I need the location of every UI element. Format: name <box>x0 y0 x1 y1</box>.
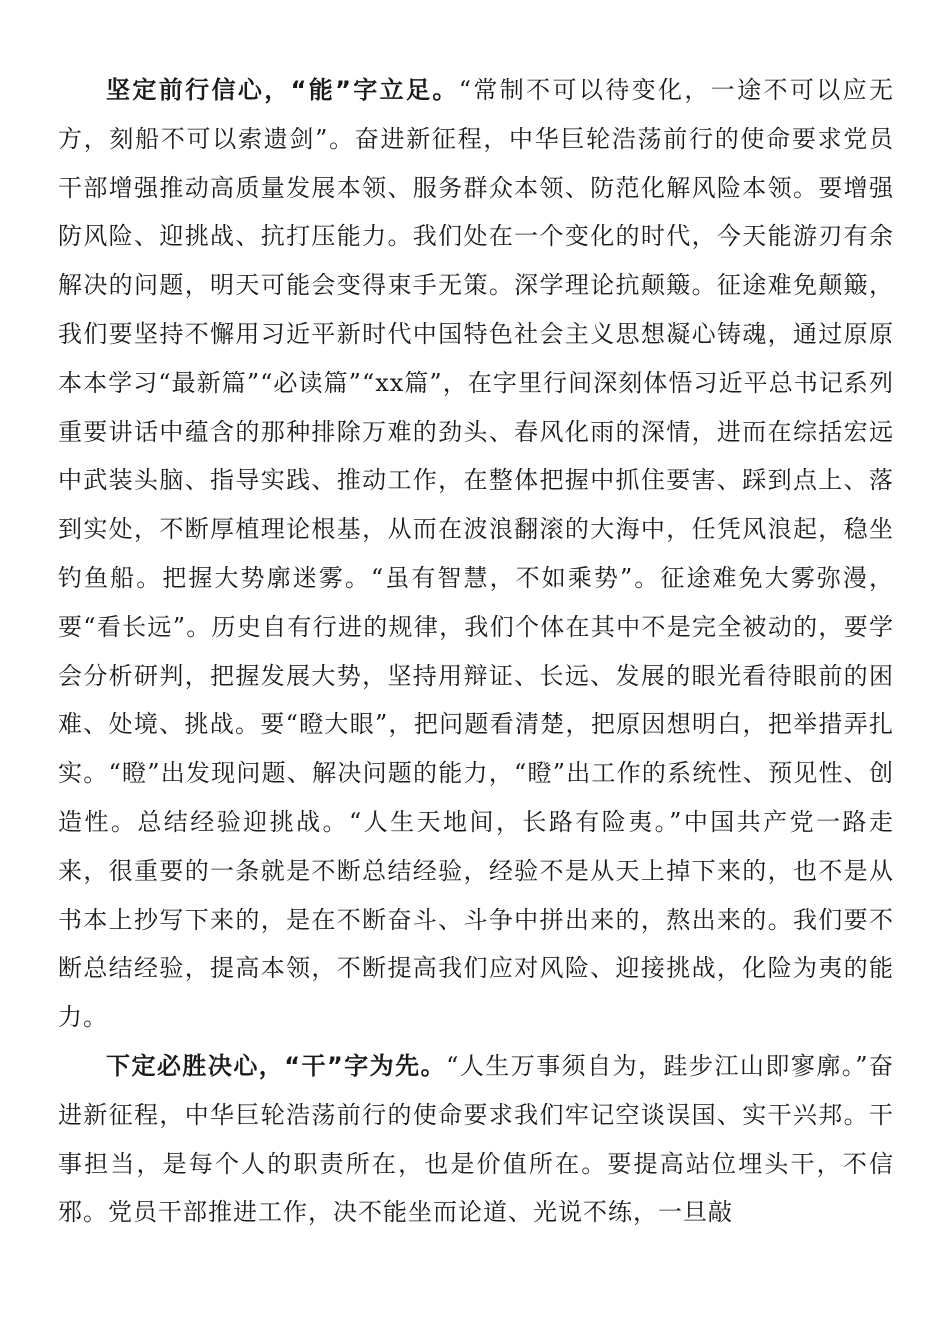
paragraph-body: “常制不可以待变化，一途不可以应无方，刻船不可以索遗剑”。奋进新征程，中华巨轮浩荡前行的使命要求党员干部增强推动高质量发展本领、服务群众本领、防范化解风险本领。要增强防风险、迎挑战、抗打压能力。我们处在一个变化的时代，今天能游刃有余解决的问题，明天可能会变得束手无策。深学理论抗颠簸。征途难免颠簸，我们要坚持不懈用习近平新时代中国特色社会主义思想凝心铸魂，通过原原本本学习“最新篇”“必读篇”“xx篇”，在字里行间深刻体悟习近平总书记系列重要讲话中蕴含的那种排除万难的劲头、春风化雨的深情，进而在综括宏远中武装头脑、指导实践、推动工作，在整体把握中抓住要害、踩到点上、落到实处，不断厚植理论根基，从而在波浪翻滚的大海中，任凭风浪起，稳坐钓鱼船。把握大势廓迷雾。“虽有智慧，不如乘势”。征途难免大雾弥漫，要“看长远”。历史自有行进的规律，我们个体在其中不是完全被动的，要学会分析研判，把握发展大势，坚持用辩证、长远、发展的眼光看待眼前的困难、处境、挑战。要“瞪大眼”，把问题看清楚，把原因想明白，把举措弄扎实。“瞪”出发现问题、解决问题的能力，“瞪”出工作的系统性、预见性、创造性。总结经验迎挑战。“人生天地间，长路有险夷。”中国共产党一路走来，很重要的一条就是不断总结经验，经验不是从天上掉下来的，也不是从书本上抄写下来的，是在不断奋斗、斗争中拼出来的，熬出来的。我们要不断总结经验，提高本领，不断提高我们应对风险、迎接挑战，化险为夷的能力。 <box>58 76 894 1032</box>
paragraph-heading: 坚定前行信心，“能”字立足。 <box>106 76 459 104</box>
document-page <box>58 66 894 1237</box>
paragraph-neng <box>58 66 894 1042</box>
paragraph-gan <box>58 1042 894 1237</box>
paragraph-body: “人生万事须自为，跬步江山即寥廓。”奋进新征程，中华巨轮浩荡前行的使命要求我们牢记空谈误国、实干兴邦。干事担当，是每个人的职责所在，也是价值所在。要提高站位埋头干，不信邪。党员干部推进工作，决不能坐而论道、光说不练，一旦敲 <box>58 1051 895 1227</box>
paragraph-heading: 下定必胜决心，“干”字为先。 <box>106 1051 447 1080</box>
